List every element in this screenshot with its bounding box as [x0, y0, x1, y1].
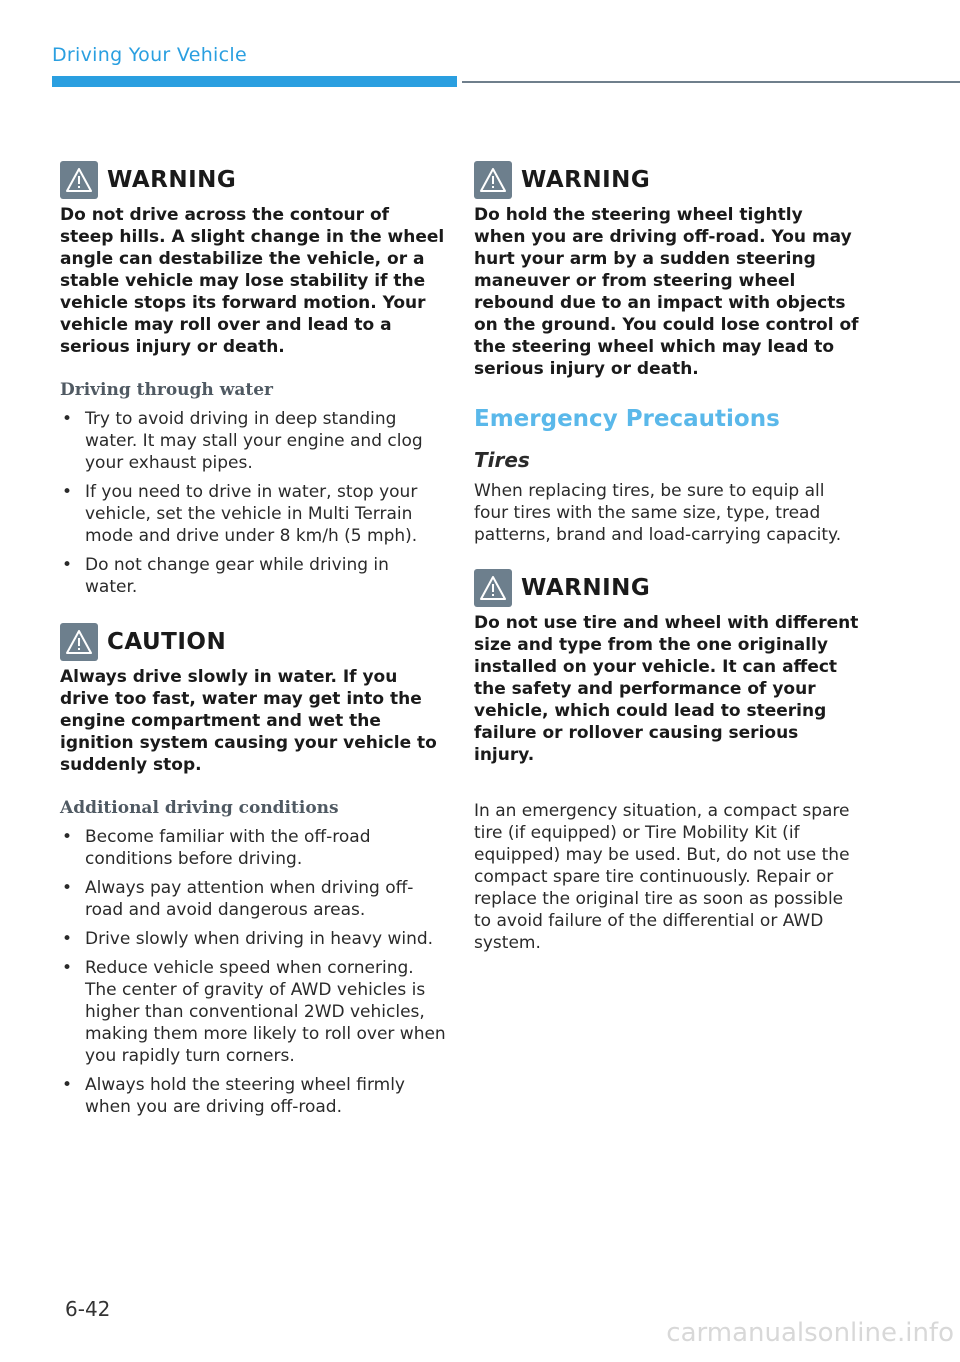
list-item-text: Try to avoid driving in deep standing water. It may stall your engine and clog your exhaust pipes. [85, 409, 423, 473]
list-item-text: Always pay attention when driving off-road and avoid dangerous areas. [85, 878, 414, 920]
additional-bullet-list [60, 826, 446, 1118]
page-number: 6-42 [65, 1297, 111, 1321]
warning-box-steering [474, 160, 860, 380]
list-item-text: Do not change gear while driving in water. [85, 555, 389, 597]
alert-header [60, 160, 446, 200]
warning-triangle-icon [60, 623, 98, 661]
warning-triangle-icon [474, 161, 512, 199]
warning-text: Do hold the steering wheel tightly when you are driving off-road. You may hurt your arm by a sudden steering maneuver or from steering wheel rebound due to an impact with objects on the ground. You could lose control of the steering wheel which may lead to serious injury or death. [474, 205, 859, 379]
caution-title: CAUTION [107, 629, 227, 655]
header-accent-bar [52, 76, 457, 87]
warning-box-steep-hills [60, 160, 446, 358]
list-item: • Do not change gear while driving in water. [62, 555, 389, 597]
list-item: • Always hold the steering wheel firmly when you are driving off-road. [62, 1075, 405, 1117]
list-item-text: Become familiar with the off-road conditions before driving. [85, 827, 371, 869]
caution-box-water [60, 622, 446, 776]
driving-through-water-heading: Driving through water [60, 380, 273, 400]
list-item-text: Always hold the steering wheel firmly when you are driving off-road. [85, 1075, 405, 1117]
warning-text: Do not drive across the contour of steep hills. A slight change in the wheel angle can destabilize the vehicle, or a stable vehicle may lose stability if the vehicle stops its forward motion. Your vehicle may roll over and lead to a serious injury or death. [60, 205, 445, 357]
list-item: • If you need to drive in water, stop your vehicle, set the vehicle in Multi Terrain mode and drive under 8 km/h (5 mph). [62, 482, 418, 546]
additional-conditions-heading: Additional driving conditions [60, 798, 339, 818]
running-header-title: Driving Your Vehicle [52, 44, 247, 66]
emergency-precautions-heading: Emergency Precautions [474, 406, 780, 432]
list-item-text: Drive slowly when driving in heavy wind. [85, 929, 434, 949]
water-bullet-list [60, 408, 446, 598]
watermark: carmanualsonline.info [666, 1318, 954, 1348]
alert-header [474, 568, 860, 608]
caution-text: Always drive slowly in water. If you drive too fast, water may get into the engine compartment and wet the ignition system causing your vehicle to suddenly stop. [60, 667, 437, 775]
tires-paragraph: When replacing tires, be sure to equip all four tires with the same size, type, tread patterns, brand and load-carrying capacity. [474, 481, 842, 545]
list-item-text: Reduce vehicle speed when cornering. The center of gravity of AWD vehicles is higher than conventional 2WD vehicles, making them more likely to roll over when you rapidly turn corners. [85, 958, 446, 1066]
list-item: • Try to avoid driving in deep standing water. It may stall your engine and clog your exhaust pipes. [62, 409, 423, 473]
warning-box-tires [474, 568, 860, 766]
tires-heading: Tires [474, 448, 530, 472]
alert-header [474, 160, 860, 200]
alert-header [60, 622, 446, 662]
warning-title: WARNING [521, 167, 651, 193]
warning-title: WARNING [107, 167, 237, 193]
list-item: • Drive slowly when driving in heavy wind. [62, 929, 434, 949]
left-column [60, 160, 446, 1125]
header-rule-line [462, 81, 960, 83]
list-item-text: If you need to drive in water, stop your vehicle, set the vehicle in Multi Terrain mode and drive under 8 km/h (5 mph). [85, 482, 418, 546]
list-item: • Become familiar with the off-road conditions before driving. [62, 827, 371, 869]
emergency-paragraph: In an emergency situation, a compact spare tire (if equipped) or Tire Mobility Kit (if equipped) may be used. But, do not use the compact spare tire continuously. Repair or replace the original tire as soon as possible to avoid failure of the differential or AWD system. [474, 801, 850, 953]
warning-title: WARNING [521, 575, 651, 601]
warning-text: Do not use tire and wheel with different size and type from the one originally installed on your vehicle. It can affect the safety and performance of your vehicle, which could lead to steering failure or rollover causing serious injury. [474, 613, 859, 765]
warning-triangle-icon [474, 569, 512, 607]
list-item: • Always pay attention when driving off-road and avoid dangerous areas. [62, 878, 414, 920]
list-item: • Reduce vehicle speed when cornering. The center of gravity of AWD vehicles is higher than conventional 2WD vehicles, making them more likely to roll over when you rapidly turn corners. [62, 958, 446, 1066]
warning-triangle-icon [60, 161, 98, 199]
right-column [474, 160, 860, 976]
